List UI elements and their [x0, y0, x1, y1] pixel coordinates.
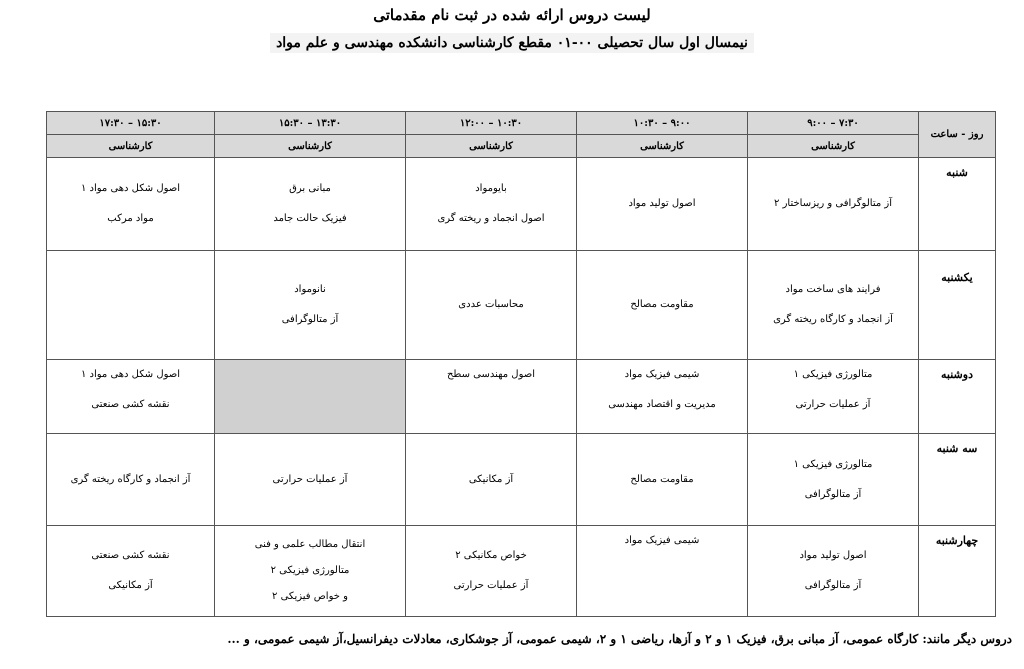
course-name: اصول مهندسی سطح	[446, 369, 536, 381]
course-name: آز عملیات حرارتی	[453, 580, 529, 592]
course-cell	[748, 250, 919, 360]
course-cell	[577, 158, 748, 251]
course-name: آز مکانیکی	[108, 580, 153, 592]
course-name: نقشه کشی صنعتی	[91, 399, 170, 411]
course-name: آز متالوگرافی	[281, 314, 339, 326]
course-cell	[577, 360, 748, 433]
course-cell	[406, 433, 577, 526]
day-label: شنبه	[919, 158, 996, 251]
time-slot-1: ۷:۳۰ – ۹:۰۰	[748, 112, 919, 135]
course-name: آز مکانیکی	[468, 473, 514, 485]
course-cell	[406, 158, 577, 251]
course-name: مقاومت مصالح	[630, 473, 694, 485]
course-cell	[47, 526, 215, 617]
course-cell-empty	[47, 250, 215, 360]
course-name: مقاومت مصالح	[630, 299, 694, 311]
course-cell	[47, 158, 215, 251]
course-cell	[748, 360, 919, 433]
day-row-saturday	[47, 158, 996, 251]
course-name: آز متالوگرافی	[804, 488, 862, 500]
course-name: فرایند های ساخت مواد	[785, 284, 881, 296]
page-subtitle	[0, 35, 1024, 51]
day-row-wednesday	[47, 526, 996, 617]
level-label: کارشناسی	[215, 135, 406, 158]
course-name: بایومواد	[475, 183, 507, 195]
time-row	[47, 112, 996, 135]
course-name: اصول انجماد و ریخته گری	[437, 213, 545, 225]
course-cell	[215, 433, 406, 526]
course-name: و خواص فیزیکی ۲	[272, 591, 348, 603]
level-label: کارشناسی	[406, 135, 577, 158]
course-name: اصول شکل دهی مواد ۱	[80, 183, 181, 195]
day-label: سه شنبه	[919, 433, 996, 526]
course-name: اصول تولید مواد	[799, 550, 867, 562]
course-cell	[47, 360, 215, 433]
course-name: اصول شکل دهی مواد ۱	[80, 369, 181, 381]
day-row-tuesday	[47, 433, 996, 526]
day-label: چهارشنبه	[919, 526, 996, 617]
course-cell	[748, 158, 919, 251]
course-name: متالورژی فیزیکی ۲	[270, 565, 350, 577]
page-title: لیست دروس ارائه شده در ثبت نام مقدماتی	[373, 6, 651, 24]
course-name: فیزیک حالت جامد	[273, 213, 347, 225]
course-name: نانومواد	[294, 284, 326, 296]
level-row	[47, 135, 996, 158]
course-name: آز عملیات حرارتی	[795, 399, 871, 411]
course-name: خواص مکانیکی ۲	[455, 550, 527, 562]
time-slot-5: ۱۵:۳۰ – ۱۷:۳۰	[47, 112, 215, 135]
level-label: کارشناسی	[577, 135, 748, 158]
course-name: شیمی فیزیک مواد	[624, 369, 700, 381]
course-cell	[47, 433, 215, 526]
time-slot-3: ۱۰:۳۰ – ۱۲:۰۰	[406, 112, 577, 135]
time-slot-2: ۹:۰۰ – ۱۰:۳۰	[577, 112, 748, 135]
course-cell	[577, 526, 748, 617]
course-name: محاسبات عددی	[458, 299, 524, 311]
course-name: متالورژی فیزیکی ۱	[793, 369, 873, 381]
course-cell	[406, 250, 577, 360]
course-name: انتقال مطالب علمی و فنی	[254, 539, 366, 551]
level-label: کارشناسی	[47, 135, 215, 158]
day-label: دوشنبه	[919, 360, 996, 433]
course-name: آز متالوگرافی	[804, 580, 862, 592]
course-cell	[406, 526, 577, 617]
course-name: نقشه کشی صنعتی	[91, 550, 170, 562]
subtitle-text: نیمسال اول سال تحصیلی ۰۰-۰۱ مقطع کارشناسی دانشکده مهندسی و علم مواد	[270, 33, 754, 53]
course-cell-unavailable	[215, 360, 406, 433]
course-name: مبانی برق	[289, 183, 331, 195]
time-slot-4: ۱۳:۳۰ – ۱۵:۳۰	[215, 112, 406, 135]
course-name: آز عملیات حرارتی	[272, 473, 348, 485]
course-name: متالورژی فیزیکی ۱	[793, 458, 873, 470]
course-cell	[577, 250, 748, 360]
course-cell	[577, 433, 748, 526]
corner-cell: روز - ساعت	[919, 112, 996, 158]
course-name: مواد مرکب	[107, 213, 154, 225]
day-label: یکشنبه	[919, 250, 996, 360]
course-cell	[215, 250, 406, 360]
course-cell	[748, 433, 919, 526]
course-name: آز متالوگرافی و ریزساختار ۲	[774, 198, 892, 210]
course-cell	[748, 526, 919, 617]
course-name: شیمی فیزیک مواد	[624, 535, 700, 547]
day-row-sunday	[47, 250, 996, 360]
course-cell	[215, 526, 406, 617]
course-name: اصول تولید مواد	[628, 198, 696, 210]
course-cell	[406, 360, 577, 433]
course-name: آز انجماد و کارگاه ریخته گری	[70, 473, 191, 485]
day-row-monday	[47, 360, 996, 433]
level-label: کارشناسی	[748, 135, 919, 158]
footer-note: دروس دیگر مانند: کارگاه عمومی، آز مبانی برق، فیزیک ۱ و ۲ و آزها، ریاضی ۱ و ۲، شیمی عمومی، آز جوشکاری، معادلات دیفرانسیل،آز شیمی عمومی، و ...	[227, 632, 1012, 646]
course-name: مدیریت و اقتصاد مهندسی	[608, 399, 716, 411]
schedule-table	[46, 111, 996, 617]
course-cell	[215, 158, 406, 251]
course-name: آز انجماد و کارگاه ریخته گری	[773, 314, 893, 326]
